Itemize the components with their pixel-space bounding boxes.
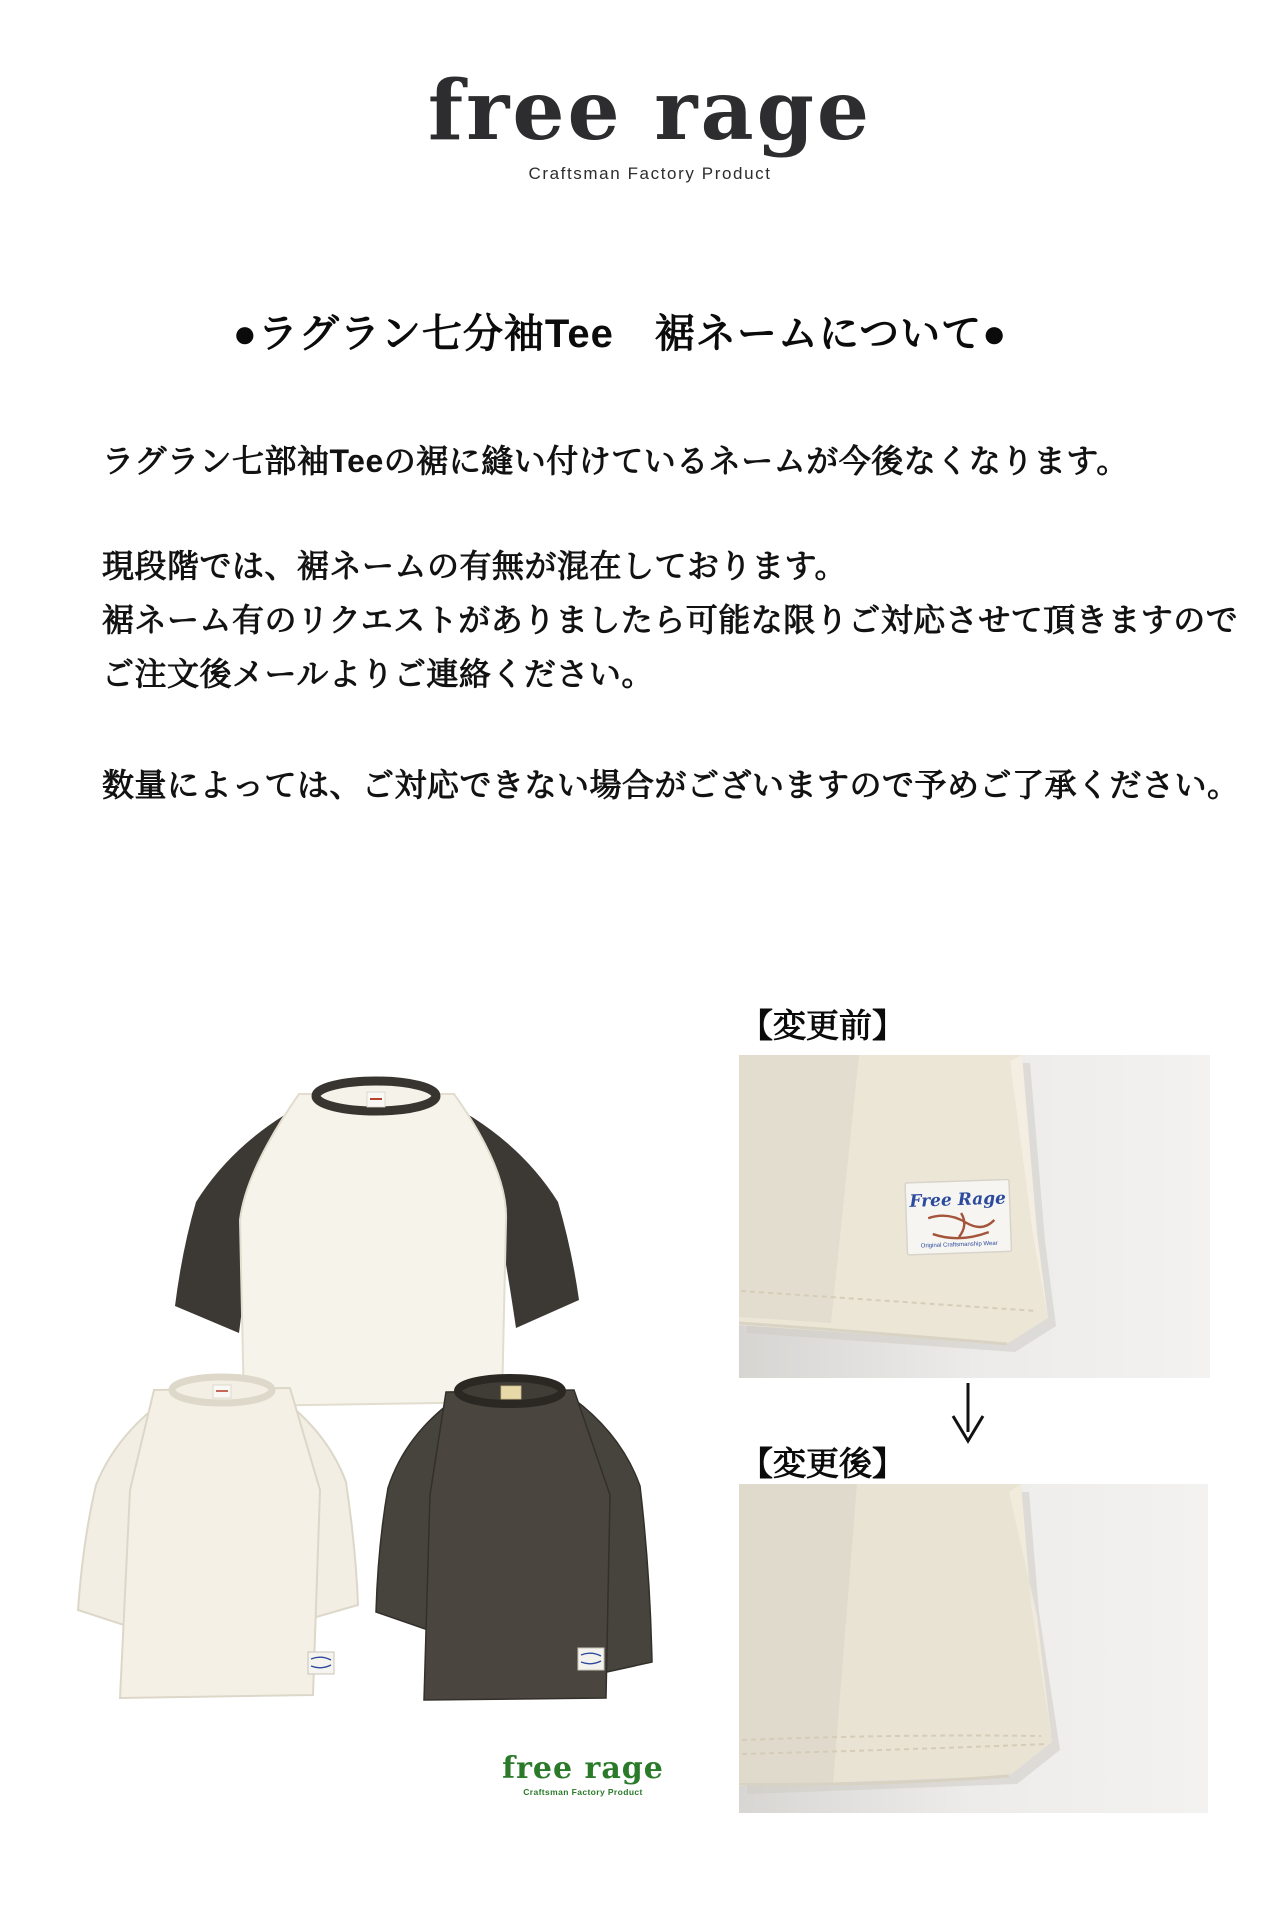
products-photo: [58, 1050, 690, 1816]
hem-tag-charcoal: [578, 1648, 604, 1670]
after-label: 【変更後】: [740, 1445, 905, 1482]
hem-tag-ivory: [308, 1652, 334, 1674]
brand-tagline: Craftsman Factory Product: [528, 164, 772, 183]
photo-footer-brand: [502, 1751, 664, 1797]
notice-title: ●ラグラン七分袖Tee 裾ネームについて●: [232, 312, 1008, 356]
down-arrow-icon: [946, 1382, 990, 1444]
notice-line: ご注文後メールよりご連絡ください。: [102, 656, 654, 692]
before-label: 【変更前】: [740, 1007, 905, 1044]
before-photo: [739, 1055, 1210, 1378]
brand-logo: free rage: [427, 63, 873, 159]
woven-hem-tag: [905, 1179, 1011, 1255]
notice-line: 現段階では、裾ネームの有無が混在しております。: [102, 548, 847, 584]
notice-line: ラグラン七部袖Teeの裾に縫い付けているネームが今後なくなります。: [102, 443, 1129, 479]
hem-tag-script: Free Rage: [909, 1188, 1007, 1212]
after-photo: [739, 1484, 1208, 1813]
footer-brand-tagline: Craftsman Factory Product: [523, 1787, 643, 1797]
notice-line: 裾ネーム有のリクエストがありましたら可能な限りご対応させて頂きますので: [102, 602, 1239, 638]
notice-line: 数量によっては、ご対応できない場合がございますので予めご了承ください。: [102, 767, 1240, 803]
hem-tag-subtext: Original Craftsmanship Wear: [920, 1240, 998, 1250]
footer-brand-logo: free rage: [502, 1751, 664, 1786]
